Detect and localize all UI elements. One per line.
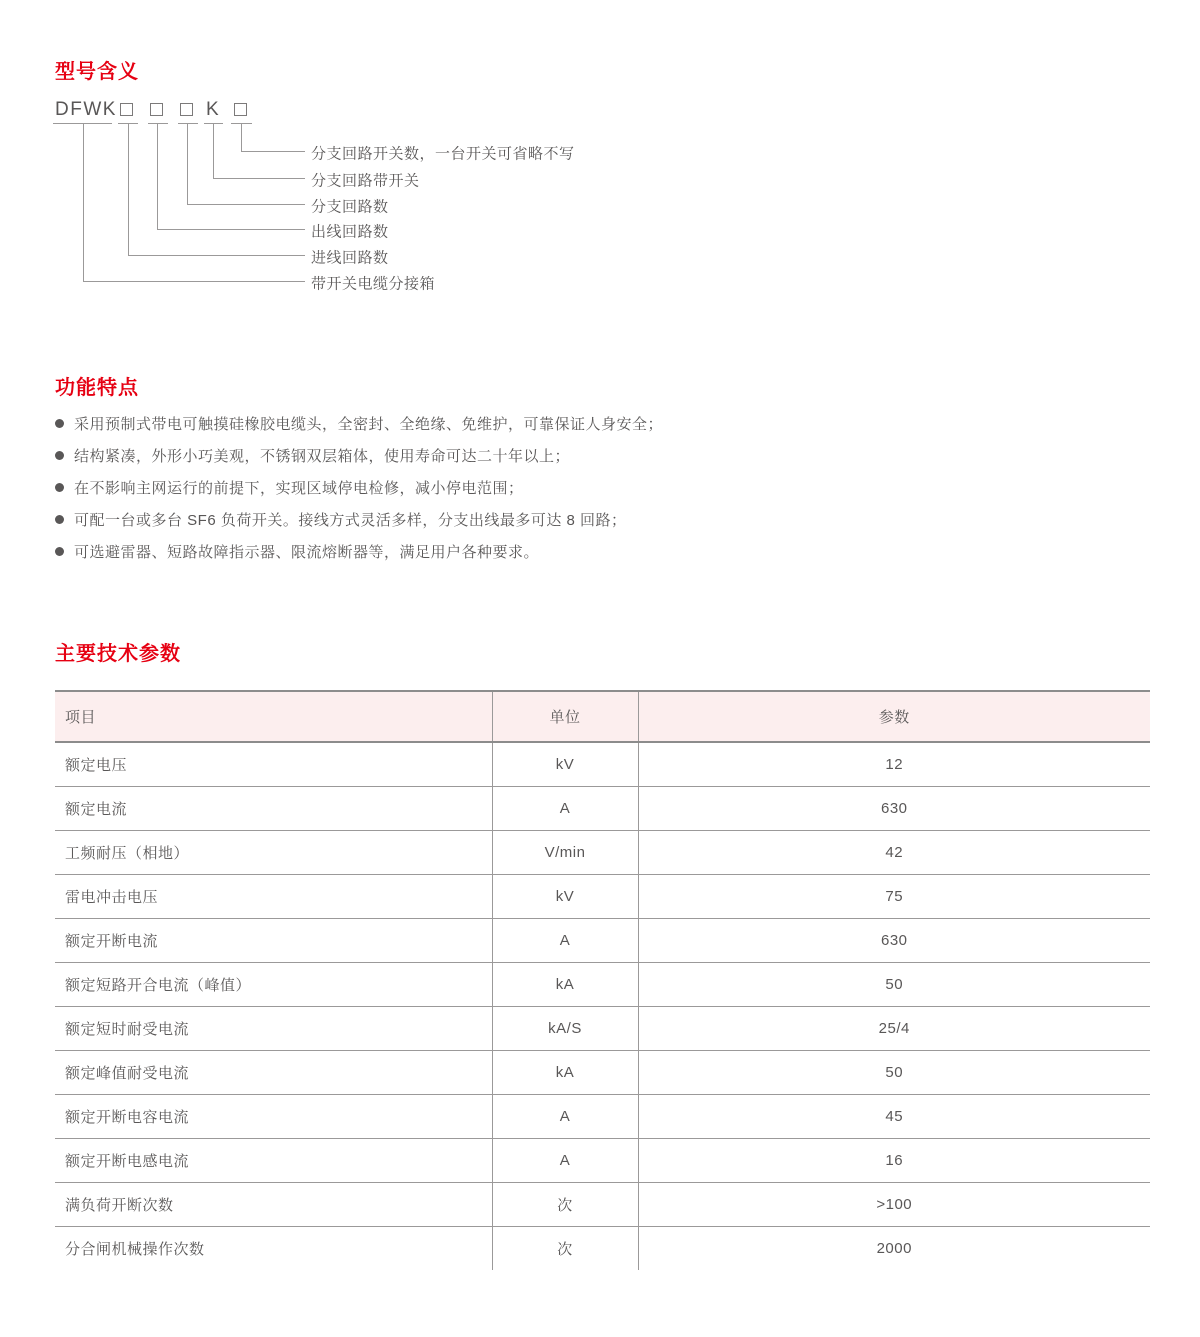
table-row bbox=[55, 1050, 1150, 1094]
param-value: 42 bbox=[638, 830, 1150, 874]
param-unit: A bbox=[492, 918, 638, 962]
param-name: 额定开断电感电流 bbox=[55, 1138, 492, 1182]
param-value: 12 bbox=[638, 742, 1150, 786]
param-value: 75 bbox=[638, 874, 1150, 918]
bullet-dot-icon bbox=[55, 515, 64, 524]
param-name: 雷电冲击电压 bbox=[55, 874, 492, 918]
param-unit: kV bbox=[492, 874, 638, 918]
model-placeholder-box bbox=[120, 103, 133, 116]
model-prefix-text: DFWK bbox=[55, 99, 117, 120]
table-row bbox=[55, 1226, 1150, 1270]
param-value: 2000 bbox=[638, 1226, 1150, 1270]
parameters-table bbox=[55, 690, 1150, 1270]
param-name: 分合闸机械操作次数 bbox=[55, 1226, 492, 1270]
table-row bbox=[55, 1094, 1150, 1138]
model-section-title: 型号含义 bbox=[55, 61, 139, 83]
table-row bbox=[55, 1182, 1150, 1226]
diagram-label: 带开关电缆分接箱 bbox=[311, 275, 436, 293]
table-row bbox=[55, 918, 1150, 962]
param-unit: A bbox=[492, 1094, 638, 1138]
param-name: 额定电流 bbox=[55, 786, 492, 830]
param-value: 45 bbox=[638, 1094, 1150, 1138]
feature-item bbox=[55, 503, 1105, 535]
param-name: 额定开断电流 bbox=[55, 918, 492, 962]
param-name: 工频耐压（相地） bbox=[55, 830, 492, 874]
feature-item bbox=[55, 471, 1105, 503]
bullet-dot-icon bbox=[55, 419, 64, 428]
diagram-label: 分支回路开关数，一台开关可省略不写 bbox=[311, 145, 575, 163]
model-code-diagram bbox=[55, 99, 1105, 304]
bullet-dot-icon bbox=[55, 547, 64, 556]
diagram-label: 分支回路数 bbox=[311, 198, 389, 216]
param-unit: A bbox=[492, 786, 638, 830]
param-unit: V/min bbox=[492, 830, 638, 874]
param-name: 额定峰值耐受电流 bbox=[55, 1050, 492, 1094]
param-unit: kV bbox=[492, 742, 638, 786]
table-row bbox=[55, 742, 1150, 786]
model-placeholder-box bbox=[180, 103, 193, 116]
param-name: 满负荷开断次数 bbox=[55, 1182, 492, 1226]
param-unit: A bbox=[492, 1138, 638, 1182]
table-row bbox=[55, 874, 1150, 918]
param-value: 16 bbox=[638, 1138, 1150, 1182]
param-name: 额定开断电容电流 bbox=[55, 1094, 492, 1138]
feature-item bbox=[55, 439, 1105, 471]
param-name: 额定短时耐受电流 bbox=[55, 1006, 492, 1050]
feature-text: 可配一台或多台 SF6 负荷开关。接线方式灵活多样，分支出线最多可达 8 回路； bbox=[74, 511, 627, 529]
diagram-label: 出线回路数 bbox=[311, 223, 389, 241]
model-placeholder-box bbox=[150, 103, 163, 116]
features-section-title: 功能特点 bbox=[55, 377, 139, 399]
features-list bbox=[55, 407, 1105, 567]
param-unit: 次 bbox=[492, 1182, 638, 1226]
model-placeholder-box bbox=[234, 103, 247, 116]
table-row bbox=[55, 786, 1150, 830]
table-row bbox=[55, 1138, 1150, 1182]
param-unit: 次 bbox=[492, 1226, 638, 1270]
column-header-value: 参数 bbox=[638, 691, 1150, 742]
param-value: 25/4 bbox=[638, 1006, 1150, 1050]
column-header-item: 项目 bbox=[55, 691, 492, 742]
model-k-text: K bbox=[206, 99, 219, 120]
feature-text: 在不影响主网运行的前提下，实现区域停电检修，减小停电范围； bbox=[74, 479, 524, 497]
feature-text: 可选避雷器、短路故障指示器、限流熔断器等，满足用户各种要求。 bbox=[74, 543, 540, 561]
param-value: >100 bbox=[638, 1182, 1150, 1226]
table-row bbox=[55, 1006, 1150, 1050]
param-unit: kA bbox=[492, 1050, 638, 1094]
bullet-dot-icon bbox=[55, 451, 64, 460]
table-row bbox=[55, 830, 1150, 874]
connector-line bbox=[241, 124, 305, 152]
diagram-label: 进线回路数 bbox=[311, 249, 389, 267]
table-row bbox=[55, 962, 1150, 1006]
column-header-unit: 单位 bbox=[492, 691, 638, 742]
param-unit: kA/S bbox=[492, 1006, 638, 1050]
feature-item bbox=[55, 407, 1105, 439]
feature-item bbox=[55, 535, 1105, 567]
param-name: 额定短路开合电流（峰值） bbox=[55, 962, 492, 1006]
param-value: 630 bbox=[638, 786, 1150, 830]
param-unit: kA bbox=[492, 962, 638, 1006]
param-name: 额定电压 bbox=[65, 756, 128, 774]
params-section-title: 主要技术参数 bbox=[55, 643, 181, 665]
param-value: 50 bbox=[638, 1050, 1150, 1094]
feature-text: 结构紧凑，外形小巧美观，不锈钢双层箱体，使用寿命可达二十年以上； bbox=[74, 447, 571, 465]
diagram-label: 分支回路带开关 bbox=[311, 172, 420, 190]
param-value: 630 bbox=[638, 918, 1150, 962]
param-value: 50 bbox=[638, 962, 1150, 1006]
table-header-row bbox=[55, 691, 1150, 742]
bullet-dot-icon bbox=[55, 483, 64, 492]
feature-text: 采用预制式带电可触摸硅橡胶电缆头，全密封、全绝缘、免维护，可靠保证人身安全； bbox=[74, 415, 664, 433]
